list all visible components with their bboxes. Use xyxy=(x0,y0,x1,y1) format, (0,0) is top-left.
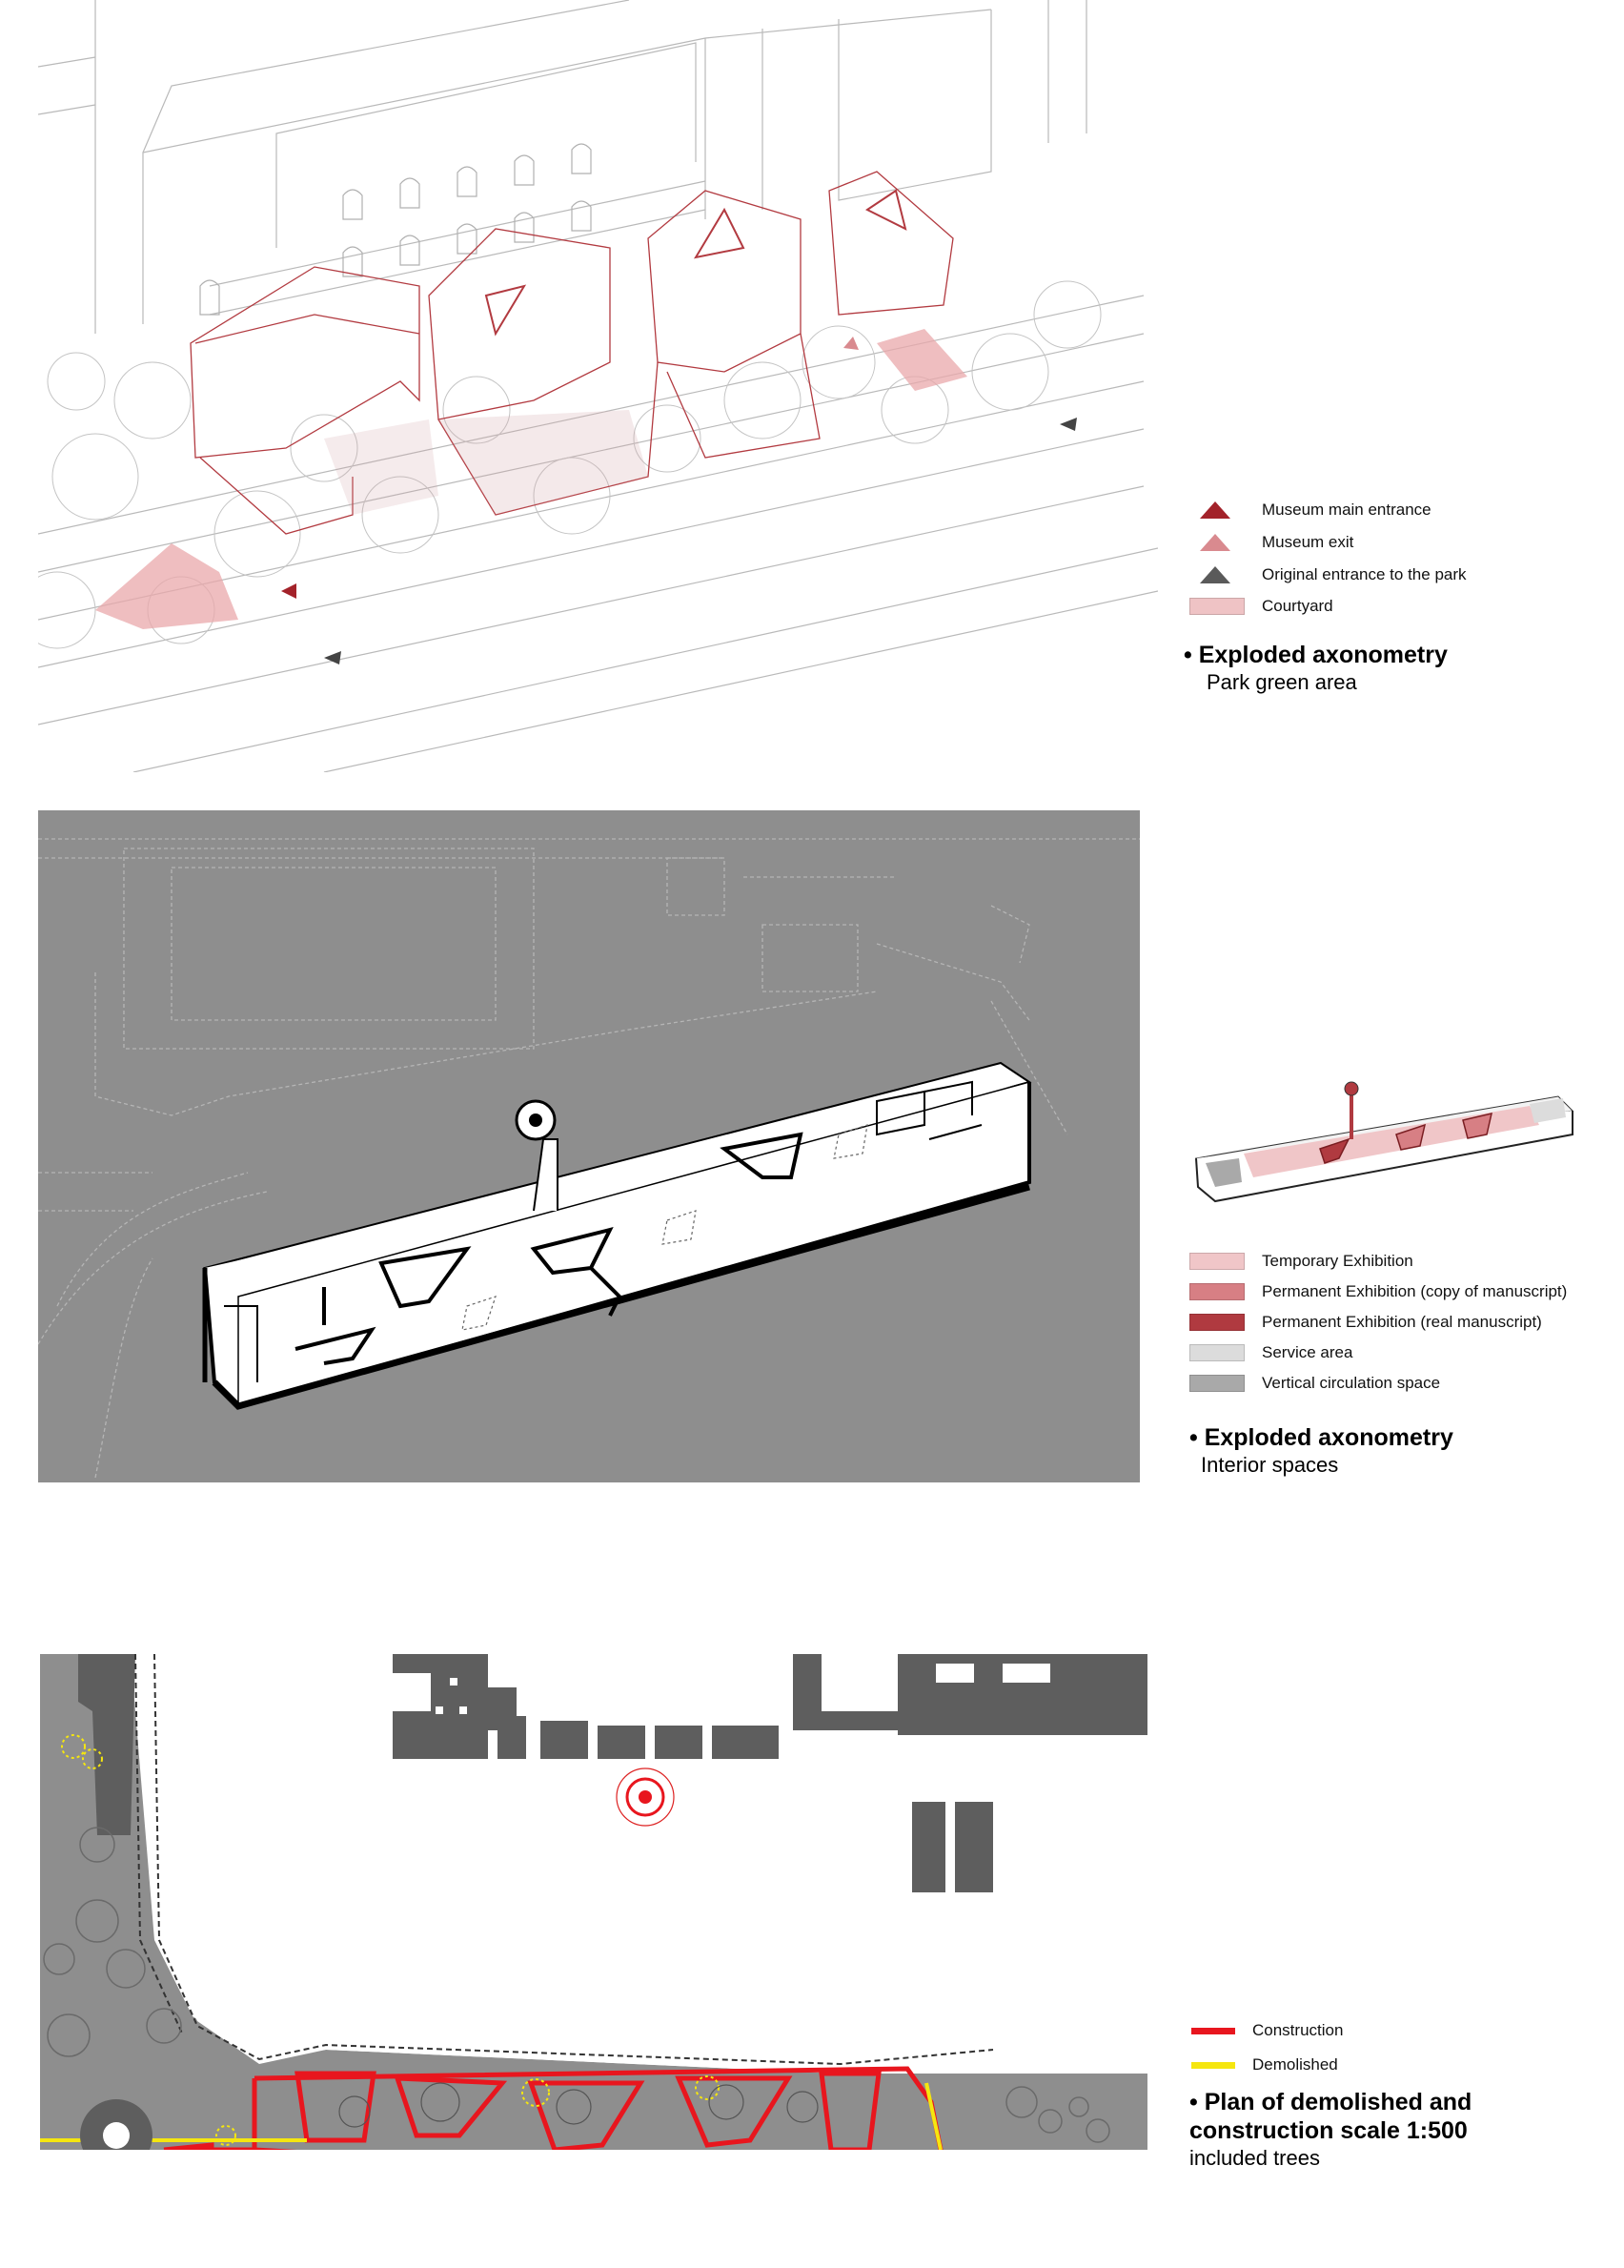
caption-interior xyxy=(1189,1423,1453,1479)
caption-park xyxy=(1184,641,1448,696)
legend-item xyxy=(1189,597,1333,616)
legend-label: Permanent Exhibition (copy of manuscript) xyxy=(1262,1282,1568,1300)
museum-exit-marker xyxy=(843,337,859,350)
triangle-icon xyxy=(1189,564,1245,585)
axonometry-park-drawing xyxy=(38,0,1158,772)
legend-label: Original entrance to the park xyxy=(1262,565,1467,583)
color-swatch xyxy=(1189,1283,1245,1300)
legend-label: Temporary Exhibition xyxy=(1262,1252,1413,1270)
caption-plan xyxy=(1189,2088,1472,2172)
legend-item xyxy=(1189,1282,1567,1301)
caption-title: • Exploded axonometry xyxy=(1184,642,1448,668)
legend-label: Permanent Exhibition (real manuscript) xyxy=(1262,1313,1542,1331)
demolished-line-swatch xyxy=(1191,2062,1235,2069)
legend-item xyxy=(1191,2021,1343,2040)
color-swatch xyxy=(1189,1375,1245,1392)
legend-item xyxy=(1191,2055,1338,2074)
legend-interior xyxy=(1189,1252,1609,1414)
museum-entrance-marker xyxy=(281,583,296,599)
color-swatch xyxy=(1189,598,1245,615)
legend-item xyxy=(1189,564,1467,585)
legend-label: Museum exit xyxy=(1262,533,1354,551)
caption-title: • Plan of demolished and xyxy=(1189,2089,1472,2115)
caption-subtitle: Park green area xyxy=(1207,670,1357,694)
legend-label: Service area xyxy=(1262,1343,1353,1361)
triangle-icon xyxy=(1189,532,1245,553)
legend-plan xyxy=(1191,2021,1477,2088)
interior-thumbnail xyxy=(1187,1058,1587,1230)
legend-item xyxy=(1189,1374,1440,1393)
legend-label: Museum main entrance xyxy=(1262,501,1431,519)
legend-item xyxy=(1189,1313,1542,1332)
legend-item xyxy=(1189,532,1353,553)
legend-item xyxy=(1189,500,1431,521)
color-swatch xyxy=(1189,1314,1245,1331)
caption-subtitle: Interior spaces xyxy=(1201,1453,1339,1477)
triangle-icon xyxy=(1189,500,1245,521)
plan-drawing xyxy=(40,1654,1147,2150)
axonometry-interior-drawing xyxy=(38,810,1140,1482)
color-swatch xyxy=(1189,1253,1245,1270)
courtyard-left xyxy=(95,543,238,629)
legend-label: Vertical circulation space xyxy=(1262,1374,1441,1392)
legend-label: Construction xyxy=(1252,2021,1344,2039)
legend-label: Demolished xyxy=(1252,2055,1338,2074)
construction-line-swatch xyxy=(1191,2028,1235,2034)
legend-label: Courtyard xyxy=(1262,597,1333,615)
caption-subtitle: included trees xyxy=(1189,2146,1320,2170)
legend-item xyxy=(1189,1343,1352,1362)
courtyard-right xyxy=(877,329,967,391)
park-entrance-marker xyxy=(1060,418,1077,431)
caption-title-line2: construction scale 1:500 xyxy=(1189,2117,1468,2144)
caption-title: • Exploded axonometry xyxy=(1189,1424,1453,1451)
color-swatch xyxy=(1189,1344,1245,1361)
legend-item xyxy=(1189,1252,1413,1271)
